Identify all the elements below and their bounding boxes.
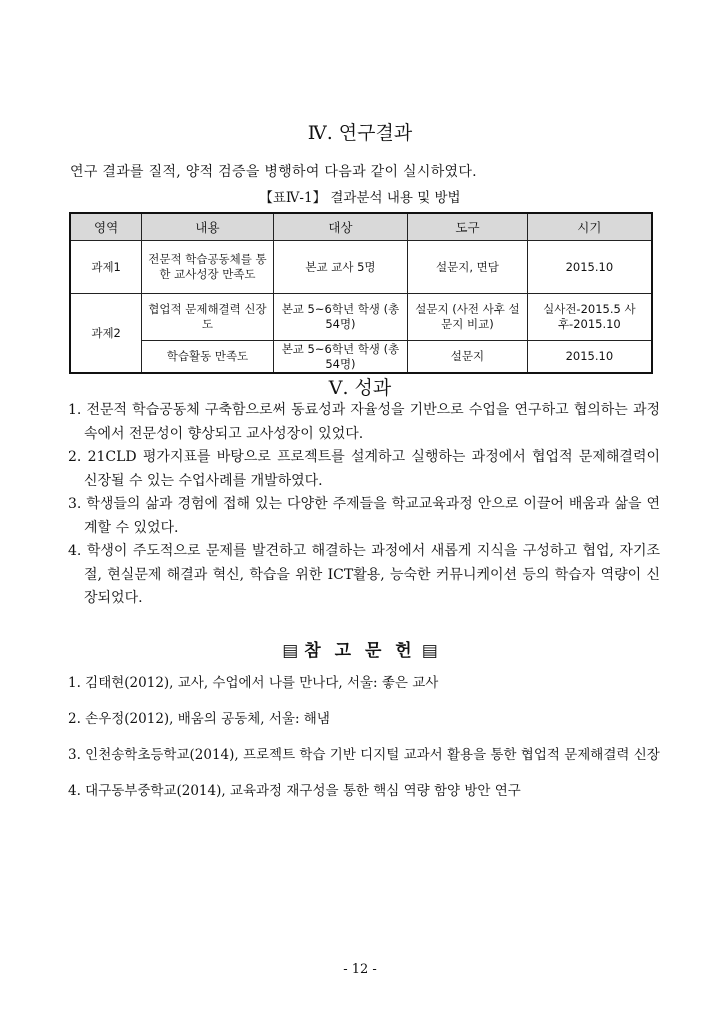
list-icon: ▤ [421,641,438,661]
table-cell-content: 전문적 학습공동체를 통한 교사성장 만족도 [142,241,273,294]
references-title: 참 고 문 헌 [304,641,416,661]
reference-item: 1. 김태현(2012), 교사, 수업에서 나를 만나다, 서울: 좋은 교사 [68,675,439,691]
references-heading [0,636,720,661]
table-header-cell: 내용 [142,213,273,241]
result-item: 3. 학생들의 삶과 경험에 접해 있는 다양한 주제들을 학교교육과정 안으로 이끌어 배움과 삶을 연계할 수 있었다. [68,496,660,536]
results-analysis-table [69,212,653,374]
table-cell-content: 협업적 문제해결력 신장도 [142,294,273,341]
reference-item: 4. 대구동부중학교(2014), 교육과정 재구성을 통한 핵심 역량 함양 방안 연구 [68,783,521,799]
table-cell-area: 과제2 [70,294,142,374]
table-cell-period: 2015.10 [527,341,652,374]
table-cell-period: 실사전-2015.5 사후-2015.10 [527,294,652,341]
table-cell-target: 본교 5~6학년 학생 (총 54명) [273,341,408,374]
table-cell-tool: 설문지, 면담 [408,241,528,294]
list-icon: ▤ [282,641,299,661]
table-row [70,294,652,341]
references-list [68,671,668,815]
section-4-title: Ⅳ. 연구결과 [307,122,413,144]
reference-item: 2. 손우정(2012), 배움의 공동체, 서울: 해냄 [68,711,330,727]
results-list [68,399,660,611]
page-number: - 12 - [343,962,377,977]
table-header-cell: 시기 [527,213,652,241]
table-header-cell: 도구 [408,213,528,241]
result-item: 4. 학생이 주도적으로 문제를 발견하고 해결하는 과정에서 새롭게 지식을 구성하고 협업, 자기조절, 현실문제 해결과 혁신, 학습을 위한 ICT활용, 능숙한 커뮤니케이션 등의 학습자 역량이 신장되었다. [68,543,660,606]
reference-item: 3. 인천송학초등학교(2014), 프로젝트 학습 기반 디지털 교과서 활용을 통한 협업적 문제해결력 신장 [68,747,660,763]
result-item: 2. 21CLD 평가지표를 바탕으로 프로젝트를 설계하고 실행하는 과정에서 협업적 문제해결력이 신장될 수 있는 수업사례를 개발하였다. [68,449,660,489]
table-row [70,341,652,374]
table-cell-target: 본교 5~6학년 학생 (총 54명) [273,294,408,341]
section-5-title: Ⅴ. 성과 [328,377,392,399]
table-cell-period: 2015.10 [527,241,652,294]
table-caption: 【표Ⅳ-1】 결과분석 내용 및 방법 [259,190,461,206]
table-header-row [70,213,652,241]
table-cell-tool: 설문지 (사전 사후 설문지 비교) [408,294,528,341]
table-header-cell: 대상 [273,213,408,241]
table-cell-area: 과제1 [70,241,142,294]
table-row [70,241,652,294]
table-cell-tool: 설문지 [408,341,528,374]
table-header-cell: 영역 [70,213,142,241]
intro-paragraph: 연구 결과를 질적, 양적 검증을 병행하여 다음과 같이 실시하였다. [70,164,477,180]
table-cell-content: 학습활동 만족도 [142,341,273,374]
result-item: 1. 전문적 학습공동체 구축함으로써 동료성과 자율성을 기반으로 수업을 연구하고 협의하는 과정 속에서 전문성이 향상되고 교사성장이 있었다. [68,402,660,442]
table-cell-target: 본교 교사 5명 [273,241,408,294]
